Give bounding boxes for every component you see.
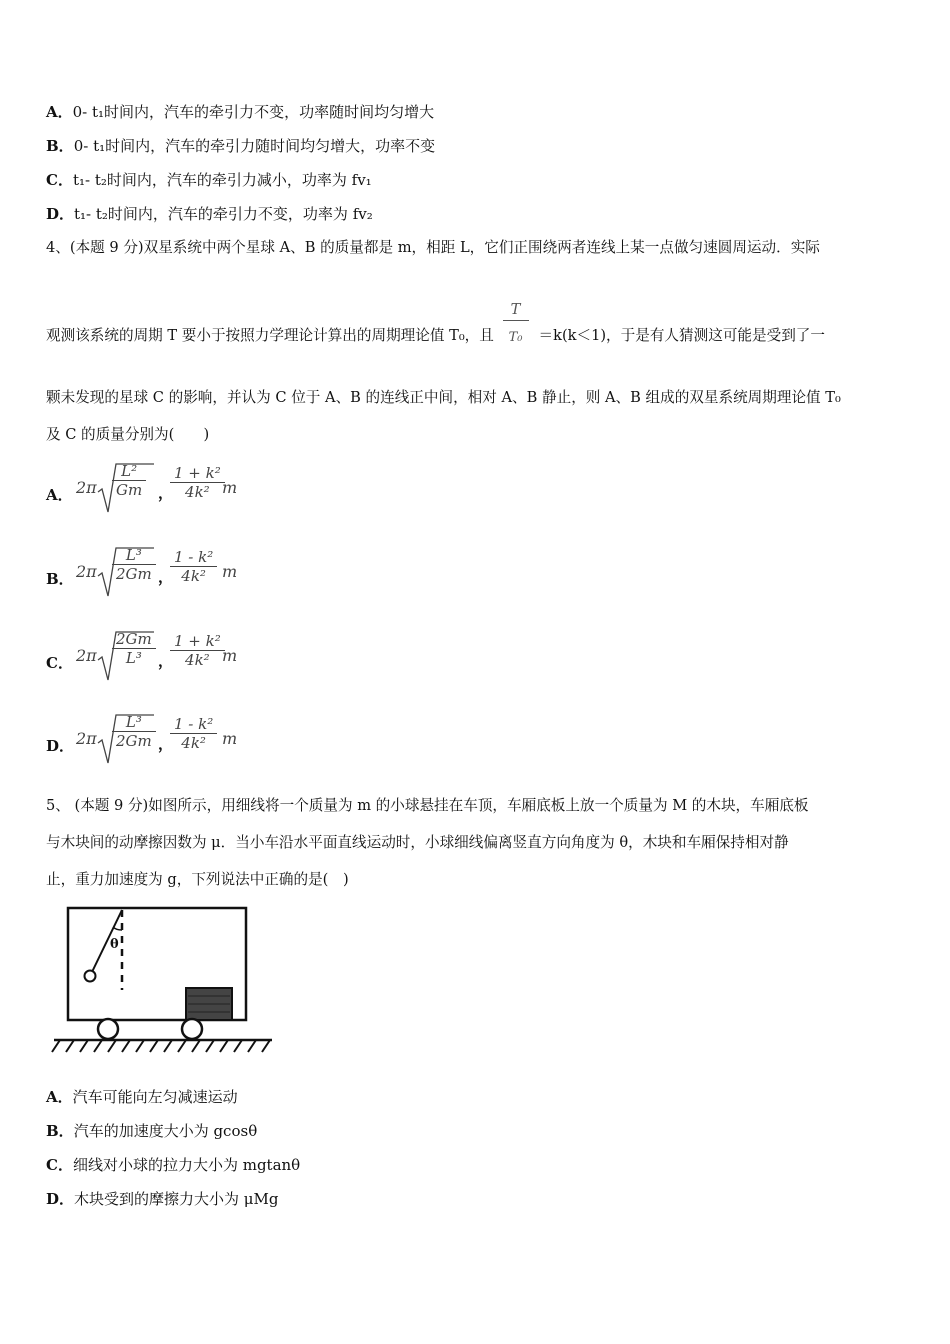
mass-fraction <box>170 715 217 752</box>
separator-comma: ， <box>158 568 174 586</box>
mass-numerator: 1 - k² <box>170 715 217 734</box>
q4-stem-line4: 及 C 的质量分别为( ) <box>46 426 210 443</box>
q4-stem-line3: 颗未发现的星球 C 的影响，并认为 C 位于 A、B 的连线正中间，相对 A、B 静止，则 A、B 组成的双星系统周期理论值 T₀ <box>46 389 841 406</box>
two-pi-prefix: 2π <box>76 646 97 665</box>
q3-option-d-text: t₁- t₂时间内，汽车的牵引力不变，功率为 fv₂ <box>74 205 373 223</box>
radicand-fraction <box>112 630 156 667</box>
q3-option-c: C．t₁- t₂时间内，汽车的牵引力减小，功率为 fv₁ <box>46 171 372 189</box>
q4-option-a <box>0 462 400 522</box>
mass-symbol: m <box>222 478 238 497</box>
ratio-denominator: T₀ <box>508 330 523 345</box>
mass-numerator: 1 + k² <box>170 632 225 651</box>
q5-option-d: D．木块受到的摩擦力大小为 μMg <box>46 1190 279 1208</box>
mass-numerator: 1 - k² <box>170 548 217 567</box>
q3-option-d: D．t₁- t₂时间内，汽车的牵引力不变，功率为 fv₂ <box>46 205 373 223</box>
mass-denominator: 4k² <box>181 734 206 752</box>
q4-stem-line2-pre: 观测该系统的周期 T 要小于按照力学理论计算出的周期理论值 T₀，且 <box>46 327 494 344</box>
wheel-left <box>98 1019 118 1039</box>
q3-option-a: A．0- t₁时间内，汽车的牵引力不变，功率随时间均匀增大 <box>46 103 435 121</box>
period-ratio-fraction <box>499 301 539 346</box>
radicand-numerator: 2Gm <box>112 630 156 649</box>
q4-option-label: D． <box>46 737 75 755</box>
radicand-fraction <box>112 546 156 583</box>
pendulum-ball <box>85 971 96 982</box>
cart-pendulum-figure <box>50 900 280 1060</box>
q5-option-a: A．汽车可能向左匀减速运动 <box>46 1088 238 1106</box>
separator-comma: ， <box>158 735 174 753</box>
mass-symbol: m <box>222 646 238 665</box>
q4-option-label: B． <box>46 570 74 588</box>
ratio-numerator: T <box>503 300 529 321</box>
q4-option-c <box>0 630 400 690</box>
mass-symbol: m <box>222 562 238 581</box>
ground-hatching <box>52 1040 270 1052</box>
mass-symbol: m <box>222 729 238 748</box>
q4-option-label: A． <box>46 486 73 504</box>
q5-stem-line3: 止，重力加速度为 g，下列说法中正确的是( ) <box>46 871 349 888</box>
two-pi-prefix: 2π <box>76 562 97 581</box>
q3-option-a-text: 0- t₁时间内，汽车的牵引力不变，功率随时间均匀增大 <box>72 103 435 121</box>
mass-fraction <box>170 464 225 501</box>
two-pi-prefix: 2π <box>76 729 97 748</box>
q4-stem-line2 <box>46 301 825 346</box>
radicand-numerator: L² <box>112 462 146 481</box>
radicand-fraction <box>112 462 146 499</box>
mass-numerator: 1 + k² <box>170 464 225 483</box>
radicand-denominator: 2Gm <box>116 565 152 583</box>
wheel-right <box>182 1019 202 1039</box>
q5-option-c: C．细线对小球的拉力大小为 mgtanθ <box>46 1156 301 1174</box>
mass-denominator: 4k² <box>185 651 210 669</box>
separator-comma: ， <box>158 484 174 502</box>
q4-option-d <box>0 713 400 773</box>
q4-stem-line1: 4、(本题 9 分)双星系统中两个星球 A、B 的质量都是 m，相距 L，它们正围绕两者连线上某一点做匀速圆周运动．实际 <box>46 239 820 256</box>
separator-comma: ， <box>158 652 174 670</box>
radicand-denominator: 2Gm <box>116 732 152 750</box>
q3-option-c-text: t₁- t₂时间内，汽车的牵引力减小，功率为 fv₁ <box>72 171 372 189</box>
radicand-numerator: L³ <box>112 546 156 565</box>
radicand-fraction <box>112 713 156 750</box>
radicand-denominator: Gm <box>116 481 143 499</box>
mass-fraction <box>170 548 217 585</box>
radicand-numerator: L³ <box>112 713 156 732</box>
angle-arc <box>113 927 122 930</box>
q4-option-b <box>0 546 400 606</box>
q4-stem-line2-post: ＝k(k＜1)，于是有人猜测这可能是受到了一 <box>538 327 825 344</box>
radicand-denominator: L³ <box>125 649 142 667</box>
angle-label: θ <box>110 937 119 952</box>
q5-stem-line2: 与木块间的动摩擦因数为 μ．当小车沿水平面直线运动时，小球细线偏离竖直方向角度为 θ，木块和车厢保持相对静 <box>46 834 789 851</box>
q3-option-b-text: 0- t₁时间内，汽车的牵引力随时间均匀增大，功率不变 <box>73 137 436 155</box>
two-pi-prefix: 2π <box>76 478 97 497</box>
q5-stem-line1: 5、 (本题 9 分)如图所示，用细线将一个质量为 m 的小球悬挂在车顶，车厢底板上放一个质量为 M 的木块，车厢底板 <box>46 797 809 814</box>
mass-fraction <box>170 632 225 669</box>
mass-denominator: 4k² <box>181 567 206 585</box>
q5-option-b: B．汽车的加速度大小为 gcosθ <box>46 1122 258 1140</box>
q4-option-label: C． <box>46 654 73 672</box>
mass-denominator: 4k² <box>185 483 210 501</box>
q3-option-b: B．0- t₁时间内，汽车的牵引力随时间均匀增大，功率不变 <box>46 137 436 155</box>
